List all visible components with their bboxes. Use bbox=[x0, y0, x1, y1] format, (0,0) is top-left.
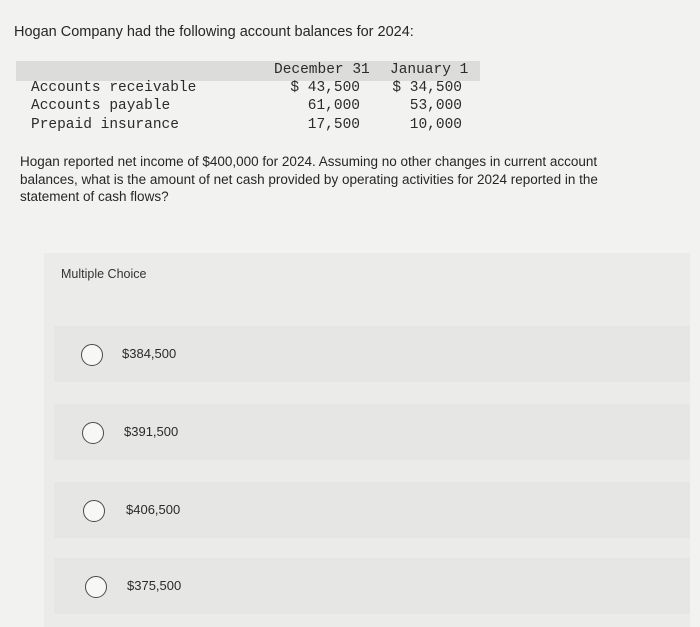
column-header-december: December 31 bbox=[274, 62, 370, 78]
cell-ar-january: $ 34,500 bbox=[392, 80, 462, 96]
cell-ap-january: 53,000 bbox=[409, 98, 462, 114]
radio-icon[interactable] bbox=[82, 422, 104, 444]
choice-option-3[interactable] bbox=[54, 482, 690, 538]
row-label-accounts-payable: Accounts payable bbox=[31, 98, 171, 114]
row-label-prepaid-insurance: Prepaid insurance bbox=[31, 117, 179, 133]
column-header-january: January 1 bbox=[390, 62, 469, 78]
intro-text: Hogan Company had the following account balances for 2024: bbox=[14, 24, 414, 40]
choice-label: $384,500 bbox=[122, 346, 177, 361]
choice-label: $406,500 bbox=[126, 502, 181, 517]
cell-ar-december: $ 43,500 bbox=[290, 80, 360, 96]
radio-icon[interactable] bbox=[83, 500, 105, 522]
row-label-accounts-receivable: Accounts receivable bbox=[31, 80, 197, 96]
choice-label: $375,500 bbox=[127, 578, 182, 593]
cell-pi-january: 10,000 bbox=[409, 117, 462, 133]
cell-ap-december: 61,000 bbox=[307, 98, 360, 114]
choice-option-2[interactable] bbox=[54, 404, 690, 460]
choice-label: $391,500 bbox=[124, 424, 179, 439]
radio-icon[interactable] bbox=[81, 344, 103, 366]
radio-icon[interactable] bbox=[85, 576, 107, 598]
choice-option-1[interactable] bbox=[54, 326, 690, 382]
choice-option-4[interactable] bbox=[54, 558, 690, 614]
multiple-choice-panel bbox=[44, 253, 690, 627]
question-text: Hogan reported net income of $400,000 for 2024. Assuming no other changes in current account balances, what is the amount of net cash provided by operating activities for 2024 reported in the statement of cash flows? bbox=[20, 154, 598, 204]
cell-pi-december: 17,500 bbox=[307, 117, 360, 133]
multiple-choice-title: Multiple Choice bbox=[61, 267, 147, 281]
